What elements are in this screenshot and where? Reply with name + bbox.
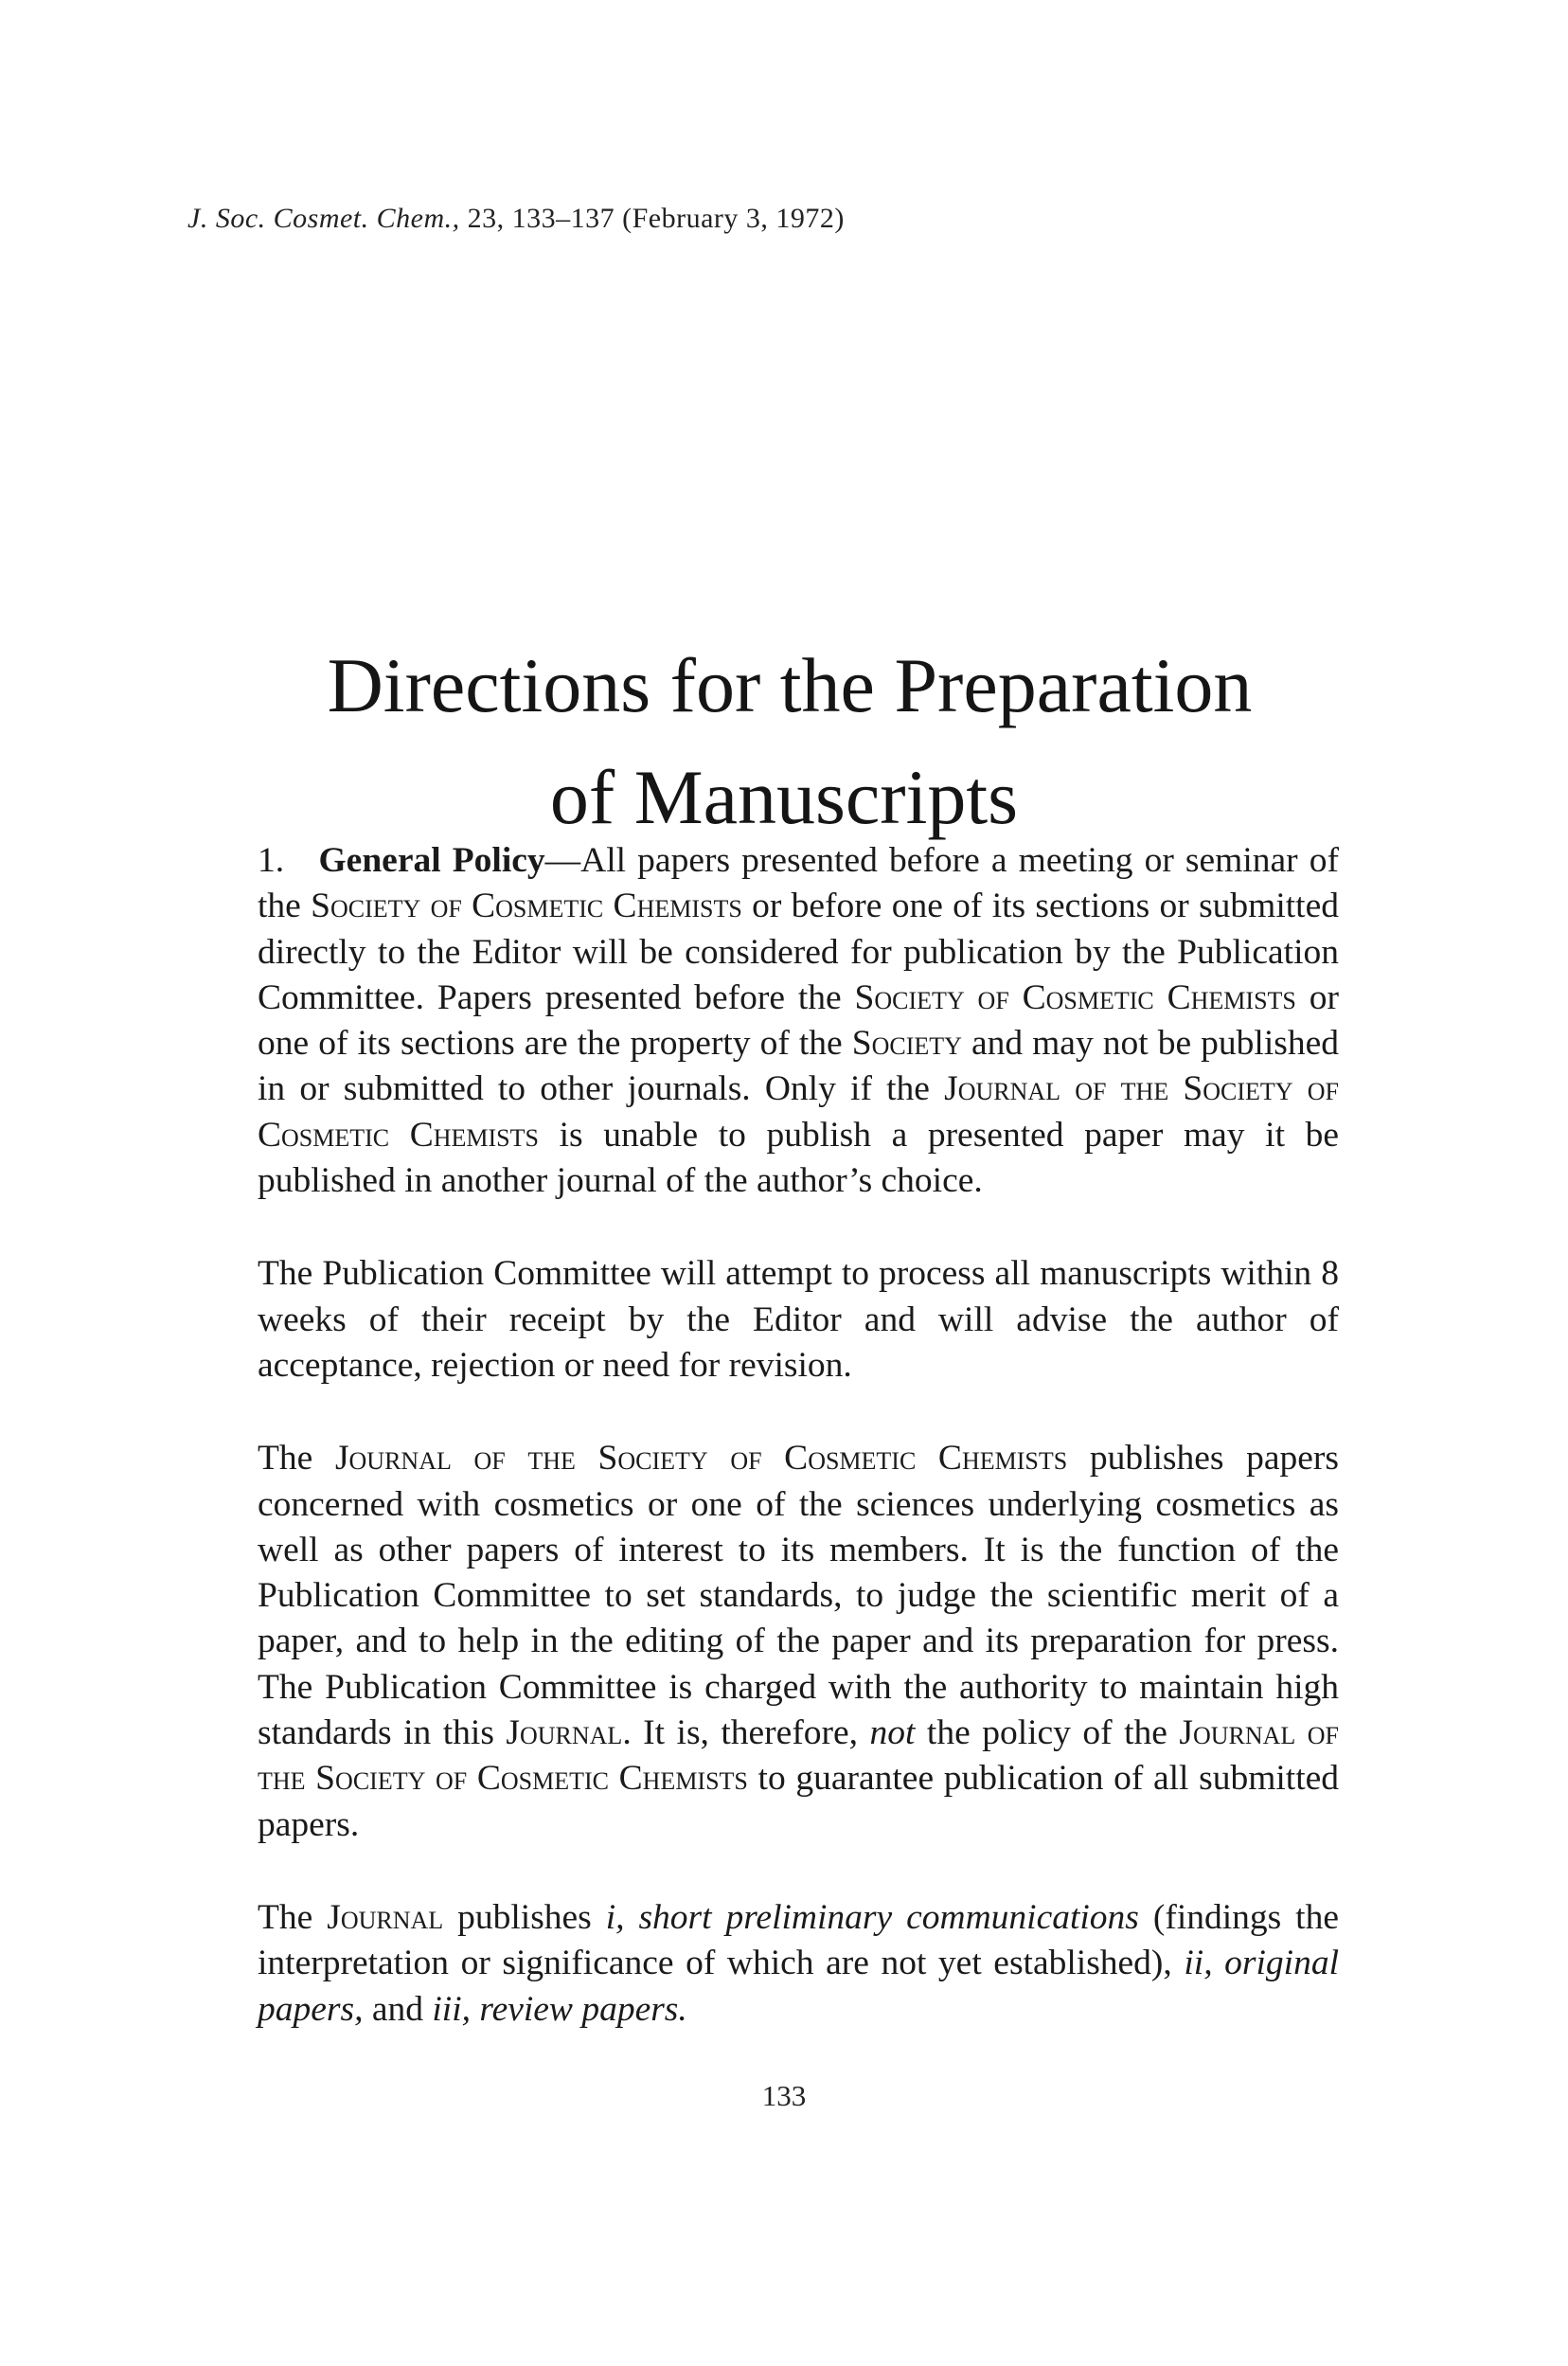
small-caps-run: Journal <box>506 1713 623 1753</box>
text-run: . It is, therefore, <box>622 1713 870 1753</box>
small-caps-run: Journal of the Society of Cosmetic Chemists <box>334 1439 1068 1479</box>
text-run: The <box>258 1897 328 1937</box>
text-run: —All papers presented before a meeting or seminar of the <box>258 841 1339 926</box>
text-run: and <box>363 1989 433 2029</box>
italic-run: i, short preliminary communications <box>605 1897 1139 1937</box>
small-caps-run: Journal of the Society of Cosmetic Chemists <box>258 1069 1339 1155</box>
paragraph-processing: The Publication Committee will attempt to process all manuscripts within 8 weeks of their receipt by the Editor and will advise the author of acceptance, rejection or need for revision. <box>258 1254 1339 1385</box>
paragraph-journal-scope <box>258 1436 1339 1848</box>
small-caps-run: Journal of the Society of Cosmetic Chemists <box>258 1713 1339 1799</box>
text-run: to guarantee publication of all submitted papers. <box>258 1759 1340 1844</box>
page-title <box>0 630 1568 853</box>
citation-details: 23, 133–137 (February 3, 1972) <box>467 203 845 234</box>
article-body <box>258 838 1339 2080</box>
italic-run: iii, review papers. <box>432 1989 687 2029</box>
text-run: publishes <box>443 1897 606 1937</box>
text-run: (findings the interpretation or significance of which are not yet established), <box>258 1897 1339 1983</box>
text-run: The <box>258 1439 335 1479</box>
small-caps-run: Society of Cosmetic Chemists <box>854 977 1296 1017</box>
small-caps-run: Journal <box>327 1897 444 1937</box>
title-line-1: Directions for the Preparation <box>327 641 1253 728</box>
page-number: 133 <box>761 2079 807 2112</box>
paragraph-general-policy <box>258 838 1339 1204</box>
title-line-2: of Manuscripts <box>549 753 1019 840</box>
journal-abbreviation: J. Soc. Cosmet. Chem., <box>187 203 460 234</box>
text-run: or before one of its sections or submitted directly to the Editor will be considered for publication by the Publication Committee. Papers presented before the <box>258 887 1339 1017</box>
text-run: or one of its sections are the property of the <box>258 977 1339 1064</box>
small-caps-run: Society <box>851 1024 962 1064</box>
text-run: the policy of the <box>915 1713 1180 1753</box>
small-caps-run: Society of Cosmetic Chemists <box>311 887 742 926</box>
italic-run: ii, original papers, <box>258 1944 1340 2029</box>
text-run: is unable to publish a presented paper may it be published in another journal of the author’s choice. <box>258 1115 1339 1201</box>
section-number: 1. <box>258 841 285 880</box>
running-header <box>187 203 845 235</box>
text-run: and may not be published in or submitted to other journals. Only if the <box>258 1024 1339 1109</box>
text-run: publishes papers concerned with cosmetics or one of the sciences underlying cosmetics as well as other papers of interest to its members. It is the function of the Publication Committee to set standards, to judge the scientific merit of a paper, and to help in the editing of the paper and its preparation for press. The Publication Committee is charged with the authority to maintain high standards in this <box>258 1439 1339 1753</box>
paragraph-paper-types <box>258 1895 1339 2033</box>
italic-run: not <box>869 1713 916 1753</box>
section-heading: General Policy <box>318 841 545 880</box>
